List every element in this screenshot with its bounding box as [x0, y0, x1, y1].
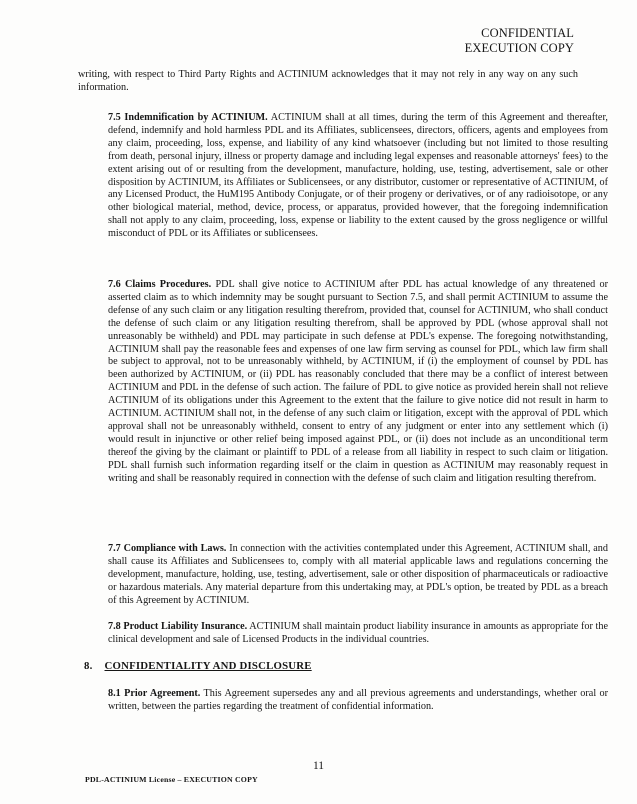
article-8-heading [84, 660, 312, 672]
execution-copy-label: EXECUTION COPY [464, 40, 574, 55]
section-8-1-text: This Agreement supersedes any and all previous agreements and understandings, whether oral or written, between the parties regarding the treatment of confidential information. [108, 688, 608, 712]
section-7-5-text: ACTINIUM shall at all times, during the term of this Agreement and thereafter, defend, indemnify and hold harmless PDL and its Affiliates, sublicensees, directors, officers, agents and employees from any claim, proceeding, loss, expense, and liability of any kind whatsoever (including but not limited to those resulting from death, personal injury, illness or property damage and including legal expenses and reasonable attorneys' fees) to the extent arising out of or resulting from the development, manufacture, holding, use, testing, advertisement, sale or other disposition by ACTINIUM, its Affiliates or Sublicensees, or any distributor, customer or representative of ACTINIUM, of any Licensed Product, the HuM195 Antibody Conjugate, or of their progeny or derivatives, or of any radioisotope, or any other biological material, method, device, process, or apparatus, provided however, that the foregoing indemnification shall not apply to any claim, proceeding, loss, expense or liability to the extent caused by the gross negligence or willful misconduct of PDL or its Affiliates or sublicensees. [108, 112, 608, 240]
intro-paragraph [78, 69, 578, 95]
section-7-6-text: PDL shall give notice to ACTINIUM after PDL has actual knowledge of any threatened or asserted claim as to which indemnity may be sought pursuant to Section 7.5, and shall permit ACTINIUM to assume the defense of any such claim or any litigation resulting therefrom, provided that, counsel for ACTINIUM, who shall conduct the defense of such claim or any litigation resulting therefrom, shall be approved by PDL (whose approval shall not unreasonably be withheld) and PDL may participate in such defense at PDL's expense. The foregoing notwithstanding, ACTINIUM shall pay the reasonable fees and expenses of one law firm serving as counsel for PDL, which law firm shall be subject to approval, not to be unreasonably withheld, by ACTINIUM, if (i) the employment of counsel by PDL has been authorized by ACTINIUM, or (ii) PDL has reasonably concluded that there may be a conflict of interest between ACTINIUM and PDL in the defense of such action. The failure of PDL to give notice as provided herein shall not relieve ACTINIUM of its obligations under this Agreement to the extent that the failure to give notice did not result in harm to ACTINIUM. ACTINIUM shall not, in the defense of any such claim or litigation, except with the approval of PDL which approval shall not be unreasonably withheld, consent to entry of any judgment or enter into any settlement which (i) would result in injunctive or other relief being imposed against PDL, or (ii) does not include as an unconditional term thereof the giving by the claimant or plaintiff to PDL of a release from all liability in respect to such claim or litigation. PDL shall furnish such information regarding itself or the claim in question as ACTINIUM may reasonably request in writing and shall be reasonably required in connection with the defense of such claim and litigation resulting therefrom. [108, 279, 609, 484]
section-7-7-heading: 7.7 Compliance with Laws. [108, 543, 227, 554]
section-7-5-paragraph [78, 112, 608, 241]
article-8-title: CONFIDENTIALITY AND DISCLOSURE [104, 660, 312, 672]
section-7-6-heading: 7.6 Claims Procedures. [108, 279, 212, 290]
document-header [465, 26, 574, 55]
document-footer: PDL-ACTINIUM License – EXECUTION COPY [85, 775, 258, 784]
page-number: 11 [312, 760, 325, 772]
section-7-7-paragraph [78, 543, 608, 608]
section-7-6-paragraph [78, 279, 608, 486]
intro-text: writing, with respect to Third Party Rights and ACTINIUM acknowledges that it may not rely in any way on any such information. [78, 69, 578, 93]
section-7-8-text: ACTINIUM shall maintain product liability insurance in amounts as appropriate for the clinical development and sale of Licensed Products in the individual countries. [108, 621, 608, 645]
section-7-5-heading: 7.5 Indemnification by ACTINIUM. [108, 112, 268, 123]
section-7-8-heading: 7.8 Product Liability Insurance. [108, 621, 248, 632]
article-8-number: 8. [84, 660, 93, 672]
section-7-8-paragraph [78, 621, 608, 647]
section-7-7-text: In connection with the activities contemplated under this Agreement, ACTINIUM shall, and shall cause its Affiliates and Sublicensees to, comply with all material applicable laws and regulations concerning the development, manufacture, holding, use, testing, advertisement, sale or other disposition of pharmaceuticals or radioactive or hazardous materials. Any material departure from this undertaking may, at PDL's option, be treated by PDL as a breach of this Agreement by ACTINIUM. [108, 543, 608, 606]
confidential-label: CONFIDENTIAL [481, 26, 574, 40]
section-8-1-paragraph [78, 688, 608, 714]
section-8-1-heading: 8.1 Prior Agreement. [108, 688, 201, 699]
